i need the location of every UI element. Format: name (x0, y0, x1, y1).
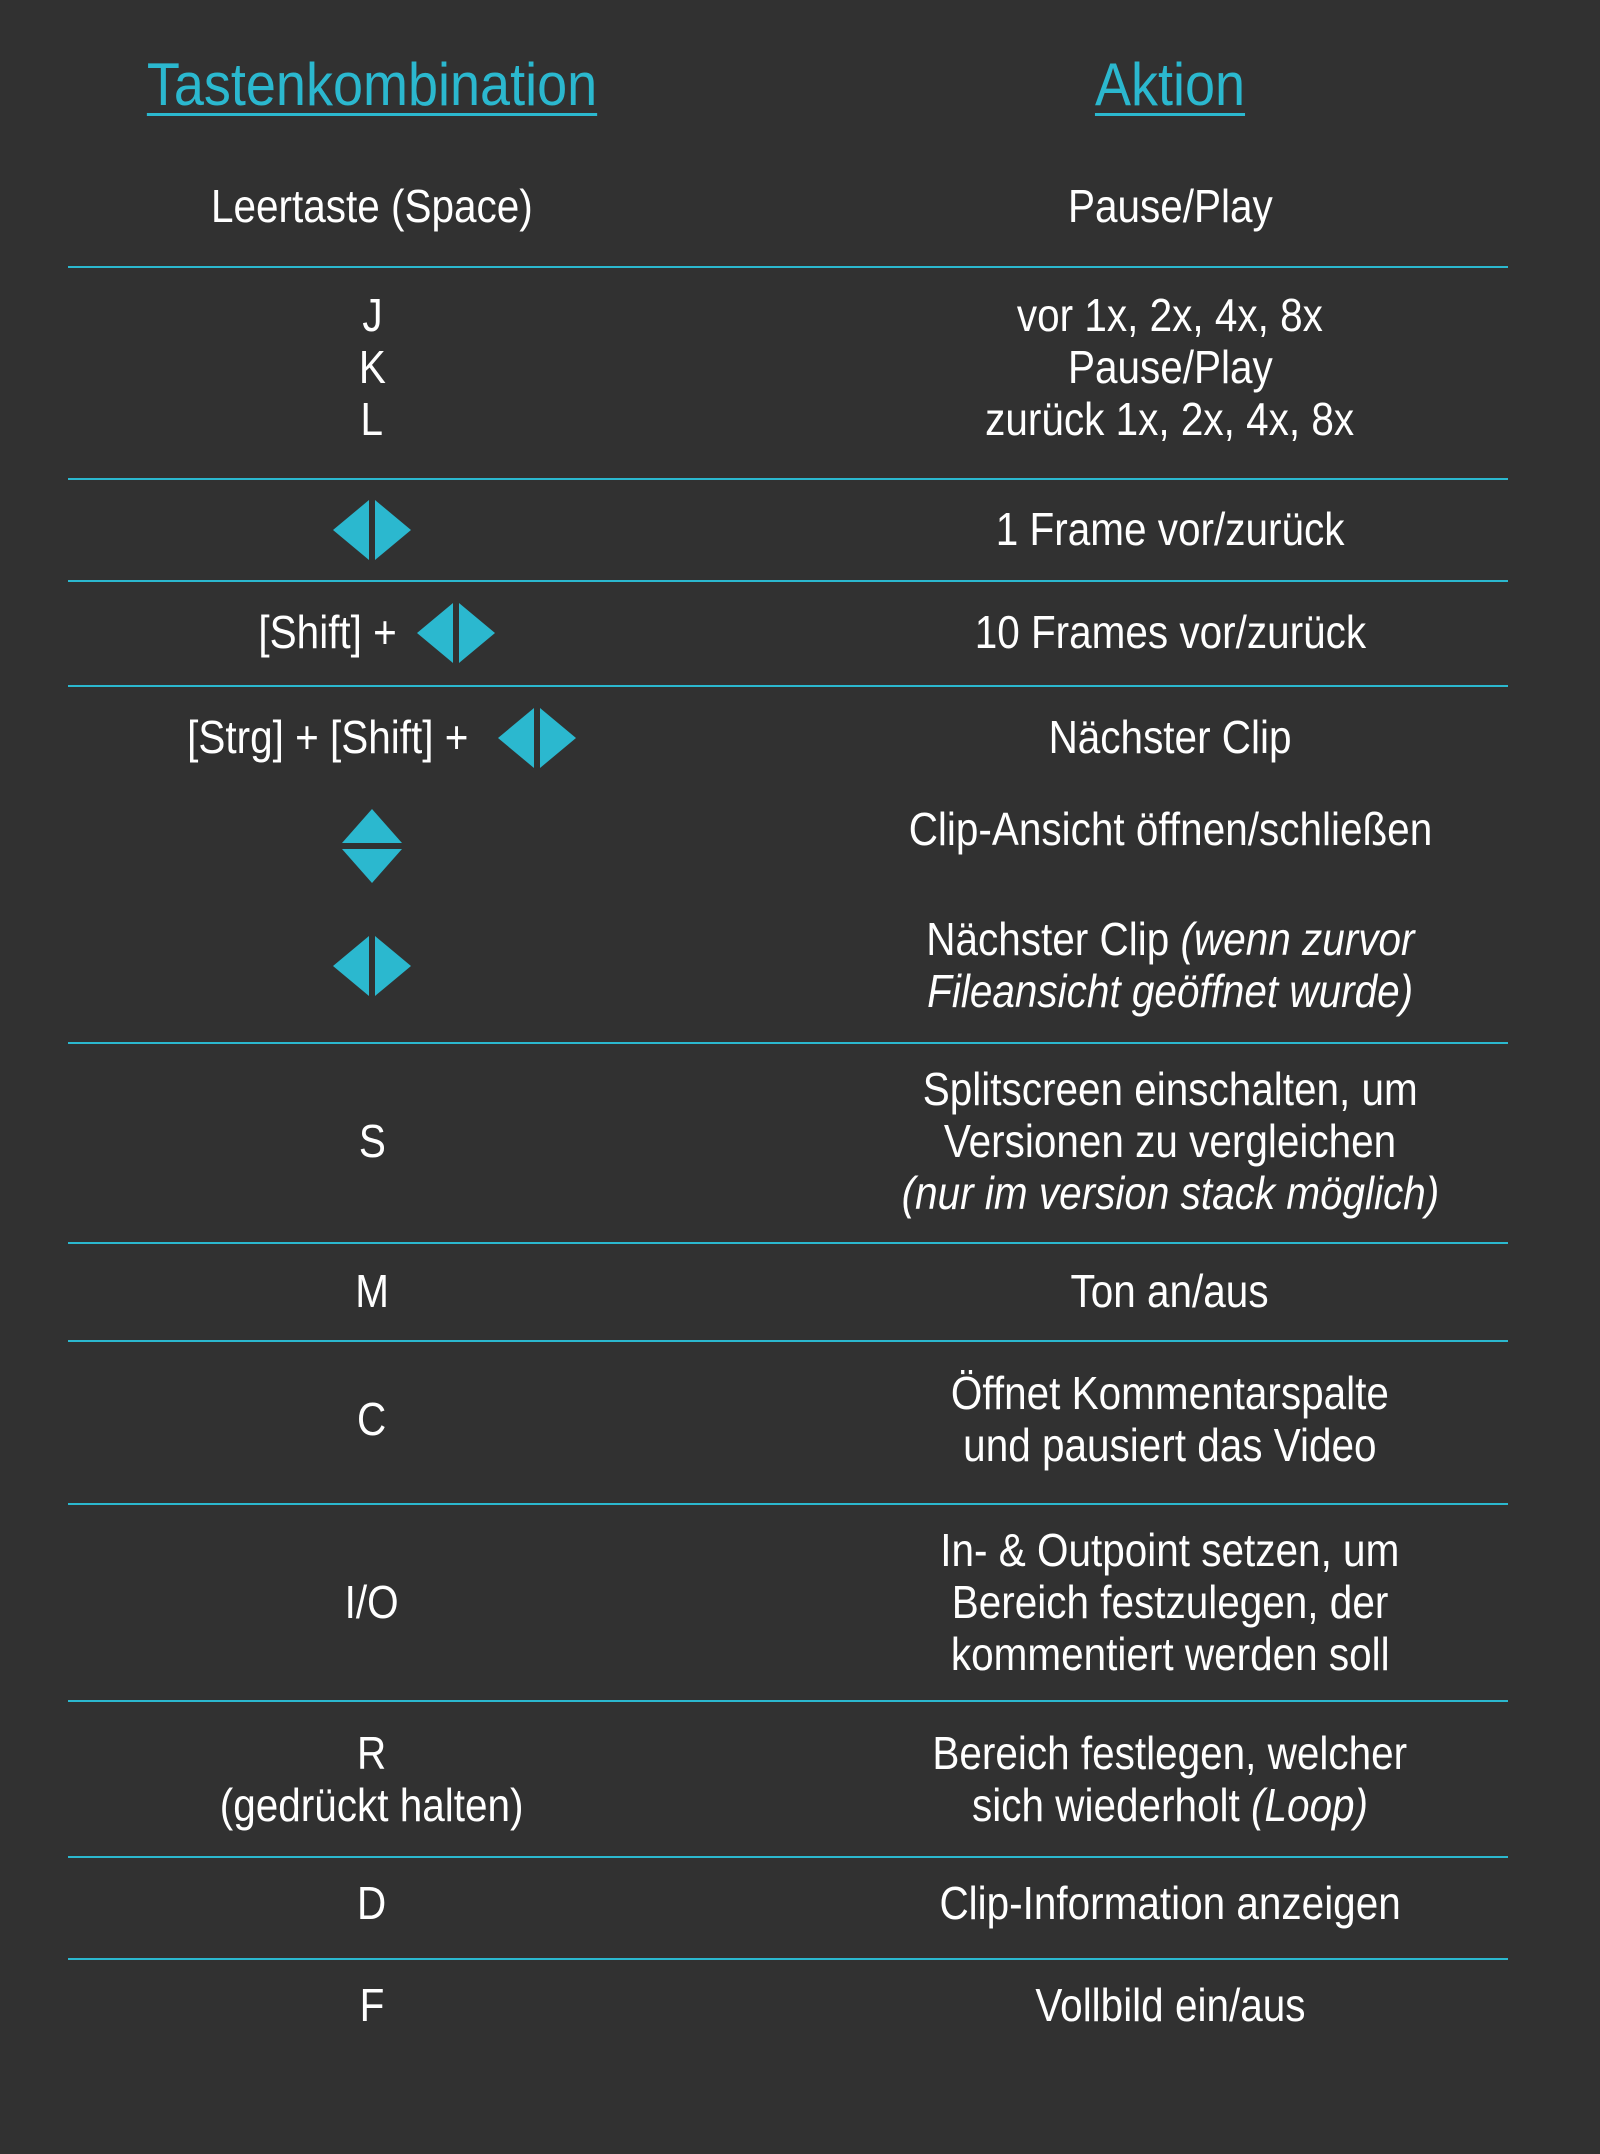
row-divider (68, 1700, 1508, 1702)
left-right-arrows-icon (417, 603, 495, 663)
key-cell (72, 800, 672, 892)
key-cell: F (359, 1979, 385, 2032)
key-cell: Leertaste (Space) (211, 180, 533, 233)
action-cell: 10 Frames vor/zurück (974, 606, 1366, 659)
row-divider (68, 266, 1508, 268)
action-cell: Vollbild ein/aus (1034, 1979, 1306, 2032)
row-divider (68, 1958, 1508, 1960)
table-row (0, 688, 1600, 788)
table-row (0, 906, 1600, 1026)
key-cell: S (358, 1115, 386, 1168)
table-row (0, 1508, 1600, 1698)
action-cell: Pause/Play (1067, 180, 1273, 233)
action-cell: Clip-Ansicht öffnen/schließen (908, 803, 1432, 855)
left-right-arrows-icon (333, 936, 411, 996)
action-cell: Ton an/aus (1070, 1265, 1270, 1318)
row-divider (68, 1503, 1508, 1505)
key-cell: [Shift] + (72, 582, 672, 684)
key-cell (72, 480, 672, 580)
table-row (0, 1860, 1600, 1948)
action-cell: Nächster Clip (wenn zurvor Fileansicht geöffnet wurde) (925, 913, 1415, 1017)
action-cell: In- & Outpoint setzen, um Bereich festzulegen, der kommentiert werden soll (940, 1524, 1400, 1680)
action-cell: Splitscreen einschalten, um Versionen zu vergleichen (nur im version stack möglich) (901, 1063, 1439, 1219)
row-divider (68, 1340, 1508, 1342)
key-cell: D (357, 1877, 387, 1930)
action-cell: 1 Frame vor/zurück (995, 503, 1345, 556)
action-cell: Bereich festlegen, welcher sich wiederholt (Loop) (932, 1727, 1408, 1831)
key-cell: [Strg] + [Shift] + (72, 688, 672, 788)
key-cell (72, 906, 672, 1026)
table-row (0, 168, 1600, 246)
up-down-arrows-icon (342, 809, 402, 883)
table-row (0, 1246, 1600, 1338)
row-divider (68, 1042, 1508, 1044)
column-header-keys: Tastenkombination (146, 51, 598, 118)
table-row (0, 1962, 1600, 2050)
key-cell: J K L (358, 289, 386, 445)
action-cell: vor 1x, 2x, 4x, 8x Pause/Play zurück 1x, 2x, 4x, 8x (985, 289, 1355, 445)
table-row (0, 1346, 1600, 1494)
action-cell: Nächster Clip (1048, 711, 1292, 764)
table-row (0, 800, 1600, 892)
column-header-action: Aktion (1094, 51, 1246, 118)
key-cell: R (gedrückt halten) (220, 1727, 524, 1831)
left-right-arrows-icon (498, 708, 576, 768)
row-divider (68, 685, 1508, 687)
row-divider (68, 1242, 1508, 1244)
table-row (0, 582, 1600, 684)
table-row (0, 480, 1600, 580)
key-cell: I/O (345, 1576, 399, 1629)
action-cell: Clip-Information anzeigen (939, 1877, 1401, 1930)
action-cell: Öffnet Kommentarspalte und pausiert das Video (950, 1367, 1389, 1471)
key-cell: C (357, 1393, 387, 1446)
table-row (0, 1706, 1600, 1854)
table-row (0, 1048, 1600, 1236)
row-divider (68, 1856, 1508, 1858)
table-row (0, 272, 1600, 464)
left-right-arrows-icon (333, 500, 411, 560)
key-cell: M (355, 1265, 389, 1318)
